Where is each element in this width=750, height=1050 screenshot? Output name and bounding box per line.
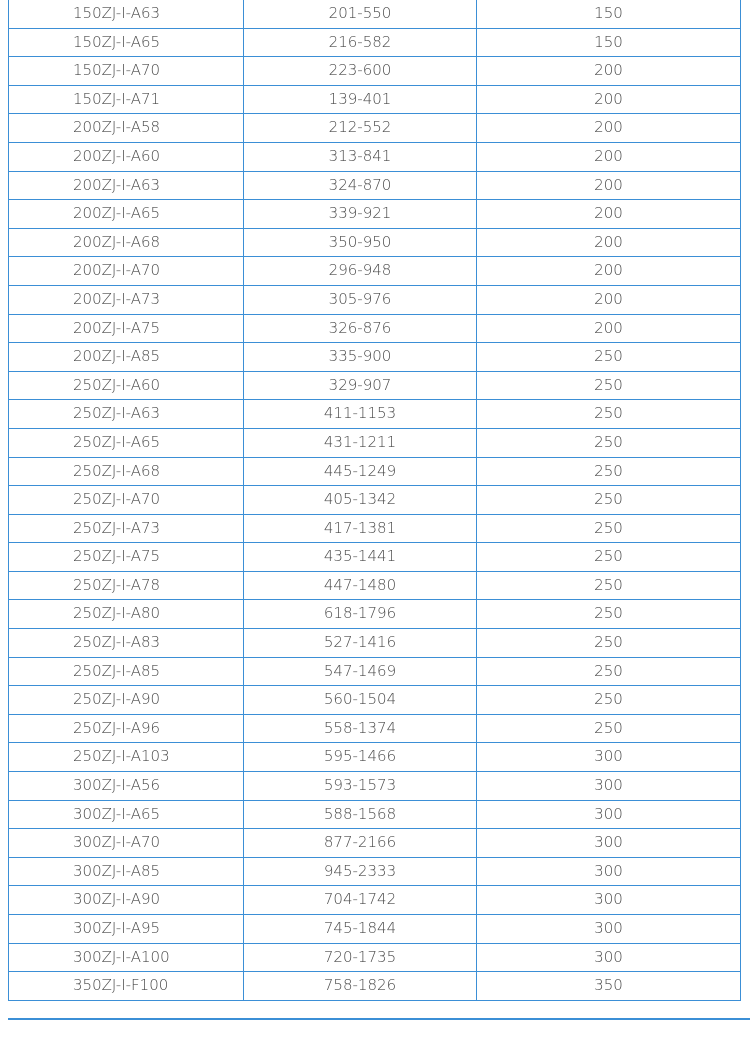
table-row — [9, 285, 741, 314]
outlet-size-cell: 250 — [477, 371, 741, 400]
table-row — [9, 800, 741, 829]
table-row — [9, 886, 741, 915]
flow-range-cell: 411-1153 — [244, 400, 477, 429]
model-cell: 300ZJ-I-A95 — [9, 915, 244, 944]
outlet-size-cell: 250 — [477, 686, 741, 715]
flow-range-cell: 558-1374 — [244, 714, 477, 743]
outlet-size-cell: 350 — [477, 972, 741, 1001]
outlet-size-cell: 150 — [477, 0, 741, 28]
table-row — [9, 772, 741, 801]
outlet-size-cell: 250 — [477, 543, 741, 572]
flow-range-cell: 326-876 — [244, 314, 477, 343]
table-row — [9, 829, 741, 858]
flow-range-cell: 139-401 — [244, 85, 477, 114]
model-cell: 250ZJ-I-A90 — [9, 686, 244, 715]
model-cell: 200ZJ-I-A65 — [9, 200, 244, 229]
pump-spec-table — [8, 0, 741, 1001]
table-row — [9, 114, 741, 143]
outlet-size-cell: 200 — [477, 257, 741, 286]
outlet-size-cell: 200 — [477, 285, 741, 314]
flow-range-cell: 435-1441 — [244, 543, 477, 572]
flow-range-cell: 305-976 — [244, 285, 477, 314]
outlet-size-cell: 200 — [477, 228, 741, 257]
flow-range-cell: 216-582 — [244, 28, 477, 57]
model-cell: 250ZJ-I-A80 — [9, 600, 244, 629]
table-row — [9, 571, 741, 600]
flow-range-cell: 339-921 — [244, 200, 477, 229]
table-row — [9, 314, 741, 343]
table-row — [9, 629, 741, 658]
model-cell: 250ZJ-I-A70 — [9, 486, 244, 515]
flow-range-cell: 405-1342 — [244, 486, 477, 515]
outlet-size-cell: 200 — [477, 200, 741, 229]
table-row — [9, 85, 741, 114]
table-body — [9, 0, 741, 1000]
flow-range-cell: 945-2333 — [244, 857, 477, 886]
outlet-size-cell: 250 — [477, 428, 741, 457]
table-row — [9, 400, 741, 429]
outlet-size-cell: 300 — [477, 829, 741, 858]
outlet-size-cell: 250 — [477, 714, 741, 743]
table-row — [9, 457, 741, 486]
table-row — [9, 686, 741, 715]
table-row — [9, 171, 741, 200]
flow-range-cell: 431-1211 — [244, 428, 477, 457]
outlet-size-cell: 250 — [477, 600, 741, 629]
table-row — [9, 57, 741, 86]
table-row — [9, 514, 741, 543]
outlet-size-cell: 150 — [477, 28, 741, 57]
flow-range-cell: 618-1796 — [244, 600, 477, 629]
flow-range-cell: 212-552 — [244, 114, 477, 143]
outlet-size-cell: 300 — [477, 800, 741, 829]
table-row — [9, 428, 741, 457]
flow-range-cell: 324-870 — [244, 171, 477, 200]
model-cell: 200ZJ-I-A70 — [9, 257, 244, 286]
flow-range-cell: 560-1504 — [244, 686, 477, 715]
flow-range-cell: 223-600 — [244, 57, 477, 86]
model-cell: 250ZJ-I-A60 — [9, 371, 244, 400]
model-cell: 200ZJ-I-A75 — [9, 314, 244, 343]
model-cell: 250ZJ-I-A83 — [9, 629, 244, 658]
model-cell: 200ZJ-I-A60 — [9, 142, 244, 171]
flow-range-cell: 329-907 — [244, 371, 477, 400]
table-row — [9, 600, 741, 629]
outlet-size-cell: 250 — [477, 571, 741, 600]
outlet-size-cell: 200 — [477, 114, 741, 143]
model-cell: 250ZJ-I-A75 — [9, 543, 244, 572]
model-cell: 300ZJ-I-A56 — [9, 772, 244, 801]
flow-range-cell: 588-1568 — [244, 800, 477, 829]
outlet-size-cell: 200 — [477, 314, 741, 343]
model-cell: 200ZJ-I-A85 — [9, 343, 244, 372]
flow-range-cell: 593-1573 — [244, 772, 477, 801]
flow-range-cell: 527-1416 — [244, 629, 477, 658]
model-cell: 250ZJ-I-A103 — [9, 743, 244, 772]
table-row — [9, 972, 741, 1001]
flow-range-cell: 745-1844 — [244, 915, 477, 944]
model-cell: 250ZJ-I-A68 — [9, 457, 244, 486]
outlet-size-cell: 250 — [477, 400, 741, 429]
model-cell: 150ZJ-I-A71 — [9, 85, 244, 114]
flow-range-cell: 417-1381 — [244, 514, 477, 543]
flow-range-cell: 547-1469 — [244, 657, 477, 686]
outlet-size-cell: 300 — [477, 743, 741, 772]
outlet-size-cell: 200 — [477, 57, 741, 86]
table-row — [9, 142, 741, 171]
table-row — [9, 371, 741, 400]
pump-spec-table-container — [8, 0, 740, 1001]
flow-range-cell: 595-1466 — [244, 743, 477, 772]
outlet-size-cell: 200 — [477, 142, 741, 171]
table-row — [9, 714, 741, 743]
flow-range-cell: 877-2166 — [244, 829, 477, 858]
outlet-size-cell: 250 — [477, 486, 741, 515]
flow-range-cell: 720-1735 — [244, 943, 477, 972]
outlet-size-cell: 300 — [477, 915, 741, 944]
model-cell: 200ZJ-I-A73 — [9, 285, 244, 314]
flow-range-cell: 313-841 — [244, 142, 477, 171]
table-row — [9, 743, 741, 772]
outlet-size-cell: 300 — [477, 857, 741, 886]
model-cell: 300ZJ-I-A100 — [9, 943, 244, 972]
table-row — [9, 657, 741, 686]
table-row — [9, 228, 741, 257]
outlet-size-cell: 200 — [477, 85, 741, 114]
outlet-size-cell: 200 — [477, 171, 741, 200]
model-cell: 150ZJ-I-A65 — [9, 28, 244, 57]
model-cell: 250ZJ-I-A65 — [9, 428, 244, 457]
model-cell: 250ZJ-I-A73 — [9, 514, 244, 543]
table-row — [9, 28, 741, 57]
model-cell: 300ZJ-I-A70 — [9, 829, 244, 858]
table-row — [9, 343, 741, 372]
flow-range-cell: 296-948 — [244, 257, 477, 286]
flow-range-cell: 201-550 — [244, 0, 477, 28]
flow-range-cell: 350-950 — [244, 228, 477, 257]
outlet-size-cell: 300 — [477, 772, 741, 801]
flow-range-cell: 445-1249 — [244, 457, 477, 486]
table-row — [9, 0, 741, 28]
table-row — [9, 257, 741, 286]
model-cell: 250ZJ-I-A85 — [9, 657, 244, 686]
outlet-size-cell: 250 — [477, 657, 741, 686]
model-cell: 250ZJ-I-A78 — [9, 571, 244, 600]
table-row — [9, 857, 741, 886]
table-row — [9, 543, 741, 572]
model-cell: 350ZJ-I-F100 — [9, 972, 244, 1001]
flow-range-cell: 335-900 — [244, 343, 477, 372]
model-cell: 200ZJ-I-A63 — [9, 171, 244, 200]
model-cell: 250ZJ-I-A96 — [9, 714, 244, 743]
flow-range-cell: 447-1480 — [244, 571, 477, 600]
table-row — [9, 943, 741, 972]
table-bottom-rule — [8, 1018, 750, 1020]
table-row — [9, 200, 741, 229]
table-row — [9, 915, 741, 944]
outlet-size-cell: 250 — [477, 629, 741, 658]
model-cell: 150ZJ-I-A63 — [9, 0, 244, 28]
flow-range-cell: 758-1826 — [244, 972, 477, 1001]
table-row — [9, 486, 741, 515]
outlet-size-cell: 250 — [477, 457, 741, 486]
model-cell: 300ZJ-I-A85 — [9, 857, 244, 886]
model-cell: 200ZJ-I-A58 — [9, 114, 244, 143]
outlet-size-cell: 250 — [477, 343, 741, 372]
model-cell: 250ZJ-I-A63 — [9, 400, 244, 429]
model-cell: 300ZJ-I-A90 — [9, 886, 244, 915]
flow-range-cell: 704-1742 — [244, 886, 477, 915]
outlet-size-cell: 300 — [477, 886, 741, 915]
model-cell: 150ZJ-I-A70 — [9, 57, 244, 86]
model-cell: 300ZJ-I-A65 — [9, 800, 244, 829]
outlet-size-cell: 250 — [477, 514, 741, 543]
outlet-size-cell: 300 — [477, 943, 741, 972]
model-cell: 200ZJ-I-A68 — [9, 228, 244, 257]
